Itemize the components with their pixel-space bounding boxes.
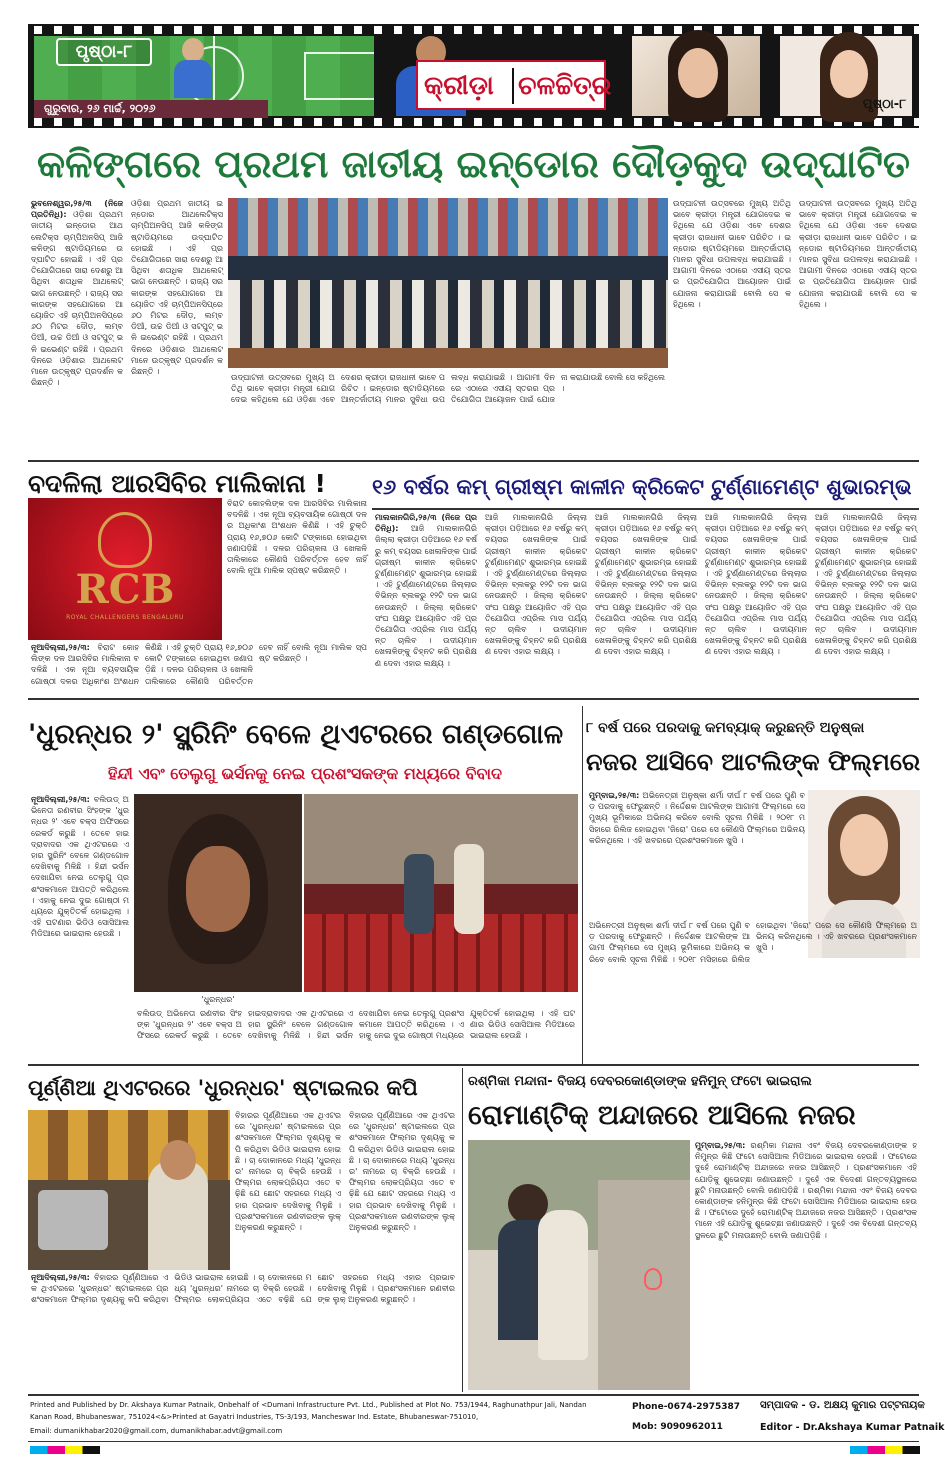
- story6-dateline: ନୂଆଦିଲ୍ଲୀ,୨୫/୩:: [31, 1273, 90, 1282]
- registration-color-bar-right: [850, 1446, 920, 1454]
- story7-photo-couple: [468, 1140, 690, 1390]
- story4-photo-ranveer: [134, 794, 302, 992]
- story6-column-bottom: [28, 1272, 458, 1390]
- story5-headline: ନଜର ଆସିବେ ଆଟଲିଙ୍କ ଫିଲ୍ମରେ: [586, 748, 921, 776]
- story2-body: ବିରାଟ କୋହଲିଙ୍କ ଦଳ ଆରସିବିର ମାଲିକାନା ବଦଳିଛି । ଏକ ନୂଆ ବ୍ୟବସାୟିକ ଗୋଷ୍ଠୀ ଦଳର ଅଧିକାଂଶ ଅଂଶଧନ କିଣିଛି । ଏହି ଚୁକ୍ତି ପ୍ରାୟ ୧୬,୭୦୬ କୋଟି ଟଙ୍କାରେ ହୋଇଥିବା ଜଣାପଡ଼ିଛି । ଦଳର ପରିଚାଳନା ଓ ଖେଳାଳି ତାଲିକାରେ କୌଣସି ପରିବର୍ତ୍ତନ ହେବ ନାହିଁ ବୋଲି ନୂଆ ମାଲିକ ସ୍ପଷ୍ଟ କରିଛନ୍ତି ।: [227, 499, 367, 576]
- divider-vertical-2: [462, 1068, 463, 1392]
- story7-dateline: ମୁମ୍ବାଇ,୨୫/୩:: [695, 1141, 746, 1150]
- story4-body-cont: ବଲିଉଡ୍ ଅଭିନେତା ରଣବୀର ସିଂହଙ୍କ 'ଧୁରନ୍ଧର ୨' ଏବେ ବକ୍ସ ଅଫିସରେ ରେକର୍ଡ କରୁଛି । ତେବେ ହାଇଦ୍ରାବାଦର ଏକ ଥିଏଟରରେ ଏହାର ସ୍କ୍ରିନିଂ ବେଳେ ଗଣ୍ଡଗୋଳ ଦେଖିବାକୁ ମିଳିଛି । ହିନ୍ଦୀ ଭର୍ସନ ଦେଖାଯିବା ନେଇ ତେଲୁଗୁ ପ୍ରଶଂସକମାନେ ଆପତ୍ତି କରିଥିଲେ । ଏହାକୁ ନେଇ ଦୁଇ ଗୋଷ୍ଠୀ ମଧ୍ୟରେ ଯୁକ୍ତିତର୍କ ହୋଇଥିଲା । ଏହି ଘଟଣାର ଭିଡିଓ ସୋସିଆଲ ମିଡିଆରେ ଭାଇରାଲ ହେଉଛି ।: [137, 1009, 575, 1041]
- film-sprockets-top: [28, 26, 919, 34]
- story3-column-5: [812, 512, 920, 696]
- editor-odia: ସମ୍ପାଦକ - ଡ. ଅକ୍ଷୟ କୁମାର ପଟ୍ଟନାୟକ: [760, 1400, 925, 1411]
- footer-imprint: [28, 1394, 945, 1442]
- story4-photo-theatre: [304, 794, 578, 992]
- airbnb-logo-icon: [644, 1268, 662, 1290]
- story4-headline: 'ଧୁରନ୍ଧର ୨' ସ୍କ୍ରିନିଂ ବେଳେ ଥିଏଟରରେ ଗଣ୍ଡଗୋଳ: [28, 719, 564, 750]
- story3-column-1: [372, 512, 480, 696]
- story3-body-2: ଆଜି ମାଲକାନଗିରି ଜିଲ୍ଲା କ୍ରୀଡ଼ା ପଡ଼ିଆରେ ୧୬ ବର୍ଷରୁ କମ୍ ବୟସର ଖେଳାଳିଙ୍କ ପାଇଁ ଗ୍ରୀଷ୍ମ କାଳୀନ କ୍ରିକେଟ ଟୁର୍ଣ୍ଣାମେଣ୍ଟ ଶୁଭାରମ୍ଭ ହୋଇଛି । ଏହି ଟୁର୍ଣ୍ଣାମେଣ୍ଟରେ ଜିଲ୍ଲାର ବିଭିନ୍ନ ବ୍ଲକରୁ ୧୨ଟି ଦଳ ଭାଗ ନେଉଛନ୍ତି । ଜିଲ୍ଲା କ୍ରିକେଟ ସଂଘ ପକ୍ଷରୁ ଆୟୋଜିତ ଏହି ପ୍ରତିଯୋଗିତା ଏପ୍ରିଲ ମାସ ପର୍ଯ୍ୟନ୍ତ ଚାଲିବ । ଉଦୀୟମାନ ଖେଳାଳିଙ୍କୁ ଚିହ୍ନଟ କରି ପ୍ରଶିକ୍ଷଣ ଦେବା ଏହାର ଲକ୍ଷ୍ୟ ।: [485, 513, 587, 657]
- section-film: ଚଳଚ୍ଚିତ୍ର: [518, 71, 612, 101]
- story2-headline: ବଦଳିଲା ଆରସିବିର ମାଲିକାନା !: [28, 469, 326, 498]
- story3-column-2: [482, 512, 590, 696]
- story3-body-3: ଆଜି ମାଲକାନଗିରି ଜିଲ୍ଲା କ୍ରୀଡ଼ା ପଡ଼ିଆରେ ୧୬ ବର୍ଷରୁ କମ୍ ବୟସର ଖେଳାଳିଙ୍କ ପାଇଁ ଗ୍ରୀଷ୍ମ କାଳୀନ କ୍ରିକେଟ ଟୁର୍ଣ୍ଣାମେଣ୍ଟ ଶୁଭାରମ୍ଭ ହୋଇଛି । ଏହି ଟୁର୍ଣ୍ଣାମେଣ୍ଟରେ ଜିଲ୍ଲାର ବିଭିନ୍ନ ବ୍ଲକରୁ ୧୨ଟି ଦଳ ଭାଗ ନେଉଛନ୍ତି । ଜିଲ୍ଲା କ୍ରିକେଟ ସଂଘ ପକ୍ଷରୁ ଆୟୋଜିତ ଏହି ପ୍ରତିଯୋଗିତା ଏପ୍ରିଲ ମାସ ପର୍ଯ୍ୟନ୍ତ ଚାଲିବ । ଉଦୀୟମାନ ଖେଳାଳିଙ୍କୁ ଚିହ୍ନଟ କରି ପ୍ରଶିକ୍ଷଣ ଦେବା ଏହାର ଲକ୍ଷ୍ୟ ।: [595, 513, 697, 657]
- masthead-banner: [28, 24, 919, 128]
- story1-body-left: ଓଡ଼ିଶା ପ୍ରଥମ ଜାତୀୟ ଇନ୍‌ଡୋର ଆଥଲେଟିକ୍ସ ଚାମ୍ପିଅନସିପ୍ ଆଜି କଳିଙ୍ଗ ଷ୍ଟାଡିୟମରେ ଉଦ୍‌ଘାଟିତ ହୋଇଛି । ଏହି ପ୍ରତିଯୋଗିତାରେ ସାରା ଦେଶରୁ ଆସିଥିବା ଶତାଧିକ ଆଥଲେଟ୍ ଭାଗ ନେଉଛନ୍ତି । ରାଜ୍ୟ ସରକାରଙ୍କ ସହଯୋଗରେ ଆୟୋଜିତ ଏହି ଚାମ୍ପିଅନସିପ୍‌ରେ ୬୦ ମିଟର ଦୌଡ଼, ଲମ୍ବ ଡିଆଁ, ଉଚ୍ଚ ଡିଆଁ ଓ ସଟପୁଟ୍ ଭଳି ଇଭେଣ୍ଟ ରହିଛି । ପ୍ରଥମ ଦିନରେ ଓଡ଼ିଶାର ଆଥଲେଟମାନେ ଉତ୍କୃଷ୍ଟ ପ୍ରଦର୍ଶନ କରିଛନ୍ତି ।: [31, 210, 123, 388]
- date-bar: ଗୁରୁବାର, ୨୬ ମାର୍ଚ୍ଚ, ୨୦୨୬: [34, 100, 268, 118]
- rcb-logo-subtext: ROYAL CHALLENGERS BENGALURU: [66, 614, 184, 621]
- section-title-box: [416, 60, 612, 110]
- story3-headline: ୧୬ ବର୍ଷର କମ୍ ଗ୍ରୀଷ୍ମ କାଳୀନ କ୍ରିକେଟ ଟୁର୍ଣ୍ଣାମେଣ୍ଟ ଶୁଭାରମ୍ଭ: [372, 475, 912, 499]
- story6-photo-teastall: [28, 1110, 230, 1270]
- story3-column-4: [702, 512, 810, 696]
- story1-column-bottom: [228, 372, 668, 458]
- story5-dateline: ମୁମ୍ବାଇ,୨୫/୩:: [589, 791, 640, 800]
- story4-dateline: ନୂଆଦିଲ୍ଲୀ,୨୫/୩:: [31, 795, 90, 804]
- story6-body-2: ବିହାରର ପୂର୍ଣ୍ଣିଆରେ ଏକ ଥିଏଟରରେ 'ଧୁରନ୍ଧର' ଷ୍ଟାଇଲରେ ପ୍ରଶଂସକମାନେ ଫିଲ୍ମର ଦୃଶ୍ୟକୁ କପି କରିଥିବା ଭିଡିଓ ଭାଇରାଲ ହୋଇଛି । ଚା ଦୋକାନରେ ମଧ୍ୟ 'ଧୁରନ୍ଧର' ନାମରେ ଚା ବିକ୍ରି ହେଉଛି । ଫିଲ୍ମର ଲୋକପ୍ରିୟତା ଏତେ ବଢ଼ିଛି ଯେ ଛୋଟ ସହରରେ ମଧ୍ୟ ଏହାର ପ୍ରଭାବ ଦେଖିବାକୁ ମିଳୁଛି । ପ୍ରଶଂସକମାନେ ରଣବୀରଙ୍କ ଲୁକ୍ ଅନୁକରଣ କରୁଛନ୍ତି ।: [349, 1111, 455, 1233]
- story7-body: ରଶ୍ମିକା ମନ୍ଦାନା ଏବଂ ବିଜୟ ଦେବରକୋଣ୍ଡାଙ୍କ ହନିମୁନ୍‌ର କିଛି ଫଟୋ ସୋସିଆଲ ମିଡିଆରେ ଭାଇରାଲ ହେଉଛି । ଫଟୋରେ ଦୁହେଁ ରୋମାଣ୍ଟିକ୍ ଅନ୍ଦାଜରେ ନଜର ଆସିଛନ୍ତି । ପ୍ରଶଂସକମାନେ ଏହି ଯୋଡ଼ିକୁ ଶୁଭେଚ୍ଛା ଜଣାଉଛନ୍ତି । ଦୁହେଁ ଏକ ବିଦେଶୀ ଗନ୍ତବ୍ୟସ୍ଥଳରେ ଛୁଟି ମନାଉଛନ୍ତି ବୋଲି ଜଣାପଡ଼ିଛି ।: [695, 1141, 918, 1195]
- story1-photo-ceremony: [228, 198, 668, 368]
- story3-body: ଆଜି ମାଲକାନଗିରି ଜିଲ୍ଲା କ୍ରୀଡ଼ା ପଡ଼ିଆରେ ୧୬ ବର୍ଷରୁ କମ୍ ବୟସର ଖେଳାଳିଙ୍କ ପାଇଁ ଗ୍ରୀଷ୍ମ କାଳୀନ କ୍ରିକେଟ ଟୁର୍ଣ୍ଣାମେଣ୍ଟ ଶୁଭାରମ୍ଭ ହୋଇଛି । ଏହି ଟୁର୍ଣ୍ଣାମେଣ୍ଟରେ ଜିଲ୍ଲାର ବିଭିନ୍ନ ବ୍ଲକରୁ ୧୨ଟି ଦଳ ଭାଗ ନେଉଛନ୍ତି । ଜିଲ୍ଲା କ୍ରିକେଟ ସଂଘ ପକ୍ଷରୁ ଆୟୋଜିତ ଏହି ପ୍ରତିଯୋଗିତା ଏପ୍ରିଲ ମାସ ପର୍ଯ୍ୟନ୍ତ ଚାଲିବ । ଉଦୀୟମାନ ଖେଳାଳିଙ୍କୁ ଚିହ୍ନଟ କରି ପ୍ରଶିକ୍ଷଣ ଦେବା ଏହାର ଲକ୍ଷ୍ୟ ।: [375, 524, 477, 668]
- story7-column-1: [692, 1140, 920, 1390]
- story3-column-3: [592, 512, 700, 696]
- imprint-email: Email: dumanikhabar2020@gmail.com, dumanikhabar.advt@gmail.com: [30, 1427, 283, 1435]
- story1-column-right-1: [670, 198, 794, 458]
- story1-column-right-2: [796, 198, 920, 458]
- story4-column-bottom: [134, 1008, 578, 1064]
- story1-body-left-cont: ଓଡ଼ିଶା ପ୍ରଥମ ଜାତୀୟ ଇନ୍‌ଡୋର ଆଥଲେଟିକ୍ସ ଚାମ୍ପିଅନସିପ୍ ଆଜି କଳିଙ୍ଗ ଷ୍ଟାଡିୟମରେ ଉଦ୍‌ଘାଟିତ ହୋଇଛି । ଏହି ପ୍ରତିଯୋଗିତାରେ ସାରା ଦେଶରୁ ଆସିଥିବା ଶତାଧିକ ଆଥଲେଟ୍ ଭାଗ ନେଉଛନ୍ତି । ରାଜ୍ୟ ସରକାରଙ୍କ ସହଯୋଗରେ ଆୟୋଜିତ ଏହି ଚାମ୍ପିଅନସିପ୍‌ରେ ୬୦ ମିଟର ଦୌଡ଼, ଲମ୍ବ ଡିଆଁ, ଉଚ୍ଚ ଡିଆଁ ଓ ସଟପୁଟ୍ ଭଳି ଇଭେଣ୍ଟ ରହିଛି । ପ୍ରଥମ ଦିନରେ ଓଡ଼ିଶାର ଆଥଲେଟମାନେ ଉତ୍କୃଷ୍ଟ ପ୍ରଦର୍ଶନ କରିଛନ୍ତି ।: [131, 199, 223, 377]
- story5-body-cont: ଅଭିନେତ୍ରୀ ଅନୁଷ୍କା ଶର୍ମା ଦୀର୍ଘ ୮ ବର୍ଷ ପରେ ପୁଣି ବଡ଼ ପରଦାକୁ ଫେରୁଛନ୍ତି । ନିର୍ଦ୍ଦେଶକ ଆଟଲିଙ୍କ ଆଗାମୀ ଫିଲ୍ମରେ ସେ ମୁଖ୍ୟ ଭୂମିକାରେ ଅଭିନୟ କରିବେ ବୋଲି ସୂଚନା ମିଳିଛି । ୨୦୧୮ ମସିହାରେ ରିଲିଜ ହୋଇଥିବା 'ଜିରୋ' ପରେ ସେ କୌଣସି ଫିଲ୍ମରେ ଅଭିନୟ କରିନଥିଲେ । ଏହି ଖବରରେ ପ୍ରଶଂସକମାନେ ଖୁସି ।: [589, 921, 917, 964]
- film-sprockets-bottom: [28, 118, 919, 126]
- phone: Phone-0674-2975387: [632, 1402, 741, 1412]
- editor-english: Editor - Dr.Akshaya Kumar Patnaik: [760, 1422, 945, 1433]
- lion-crest-icon: [98, 512, 152, 568]
- divider-3: [28, 1064, 919, 1066]
- story3-body-5: ଆଜି ମାଲକାନଗିରି ଜିଲ୍ଲା କ୍ରୀଡ଼ା ପଡ଼ିଆରେ ୧୬ ବର୍ଷରୁ କମ୍ ବୟସର ଖେଳାଳିଙ୍କ ପାଇଁ ଗ୍ରୀଷ୍ମ କାଳୀନ କ୍ରିକେଟ ଟୁର୍ଣ୍ଣାମେଣ୍ଟ ଶୁଭାରମ୍ଭ ହୋଇଛି । ଏହି ଟୁର୍ଣ୍ଣାମେଣ୍ଟରେ ଜିଲ୍ଲାର ବିଭିନ୍ନ ବ୍ଲକରୁ ୧୨ଟି ଦଳ ଭାଗ ନେଉଛନ୍ତି । ଜିଲ୍ଲା କ୍ରିକେଟ ସଂଘ ପକ୍ଷରୁ ଆୟୋଜିତ ଏହି ପ୍ରତିଯୋଗିତା ଏପ୍ରିଲ ମାସ ପର୍ଯ୍ୟନ୍ତ ଚାଲିବ । ଉଦୀୟମାନ ଖେଳାଳିଙ୍କୁ ଚିହ୍ନଟ କରି ପ୍ରଶିକ୍ଷଣ ଦେବା ଏହାର ଲକ୍ଷ୍ୟ ।: [815, 513, 917, 657]
- story6-column-2: [346, 1110, 458, 1270]
- divider-2: [28, 698, 919, 700]
- player-photo-left: [168, 38, 218, 98]
- rcb-logo-image: [28, 498, 222, 640]
- story5-column-bottom: [586, 920, 920, 1064]
- mobile: Mob: 9090962011: [632, 1422, 723, 1432]
- story4-photo-caption: 'ଧୁରନ୍ଧର': [201, 995, 235, 1004]
- rcb-logo-text: RCB: [75, 566, 175, 613]
- story1-body-right: ଉଦ୍‌ଘାଟନୀ ଉତ୍ସବରେ ମୁଖ୍ୟ ଅତିଥି ଭାବେ କ୍ରୀଡ଼ା ମନ୍ତ୍ରୀ ଯୋଗଦେଇ କହିଥିଲେ ଯେ ଓଡ଼ିଶା ଏବେ ଦେଶର କ୍ରୀଡ଼ା ରାଜଧାନୀ ଭାବେ ପରିଚିତ । ଇନ୍‌ଡୋର ଷ୍ଟାଡିୟମରେ ଆନ୍ତର୍ଜାତୀୟ ମାନର ସୁବିଧା ଉପଲବ୍ଧ କରାଯାଇଛି । ଆଗାମୀ ଦିନରେ ଏଠାରେ ଏସୀୟ ସ୍ତରର ପ୍ରତିଯୋଗିତା ଆୟୋଜନ ପାଇଁ ଯୋଜନା କରାଯାଉଛି ବୋଲି ସେ କହିଥିଲେ ।: [673, 199, 791, 309]
- actress-photo-frame-1: [632, 36, 760, 116]
- story6-column-1: [232, 1110, 344, 1270]
- page-label: ପୃଷ୍ଠା-୮: [56, 38, 152, 66]
- story6-body: ବିହାରର ପୂର୍ଣ୍ଣିଆରେ ଏକ ଥିଏଟରରେ 'ଧୁରନ୍ଧର' ଷ୍ଟାଇଲରେ ପ୍ରଶଂସକମାନେ ଫିଲ୍ମର ଦୃଶ୍ୟକୁ କପି କରିଥିବା ଭିଡିଓ ଭାଇରାଲ ହୋଇଛି । ଚା ଦୋକାନରେ ମଧ୍ୟ 'ଧୁରନ୍ଧର' ନାମରେ ଚା ବିକ୍ରି ହେଉଛି । ଫିଲ୍ମର ଲୋକପ୍ରିୟତା ଏତେ ବଢ଼ିଛି ଯେ ଛୋଟ ସହରରେ ମଧ୍ୟ ଏହାର ପ୍ରଭାବ ଦେଖିବାକୁ ମିଳୁଛି । ପ୍ରଶଂସକମାନେ ରଣବୀରଙ୍କ ଲୁକ୍ ଅନୁକରଣ କରୁଛନ୍ତି ।: [235, 1111, 341, 1233]
- story3-headline-box: [372, 464, 919, 510]
- story2-dateline: ନୂଆଦିଲ୍ଲୀ,୨୫/୩:: [31, 643, 90, 652]
- section-sports: କ୍ରୀଡ଼ା: [424, 71, 494, 101]
- page-label-right: ପୃଷ୍ଠା-୮: [862, 97, 906, 112]
- story4-column-1: [28, 794, 132, 1064]
- story2-column-bottom: [28, 642, 370, 696]
- story1-column-2: [128, 198, 226, 377]
- story3-dateline: ମାଲକାନଗିରି,୨୫/୩ (ନିଜେ ପ୍ରତିନିଧି):: [375, 513, 477, 534]
- story1-body-bottom: ଉଦ୍‌ଘାଟନୀ ଉତ୍ସବରେ ମୁଖ୍ୟ ଅତିଥି ଭାବେ କ୍ରୀଡ଼ା ମନ୍ତ୍ରୀ ଯୋଗଦେଇ କହିଥିଲେ ଯେ ଓଡ଼ିଶା ଏବେ ଦେଶର କ୍ରୀଡ଼ା ରାଜଧାନୀ ଭାବେ ପରିଚିତ । ଇନ୍‌ଡୋର ଷ୍ଟାଡିୟମରେ ଆନ୍ତର୍ଜାତୀୟ ମାନର ସୁବିଧା ଉପଲବ୍ଧ କରାଯାଇଛି । ଆଗାମୀ ଦିନରେ ଏଠାରେ ଏସୀୟ ସ୍ତରର ପ୍ରତିଯୋଗିତା ଆୟୋଜନ ପାଇଁ ଯୋଜନା କରାଯାଉଛି ବୋଲି ସେ କହିଥିଲେ ।: [231, 373, 665, 405]
- imprint-line-1: Printed and Published by Dr. Akshaya Kumar Patnaik, Onbehalf of <Dumani Infrastructure Pvt. Ltd., Published at Plot No. 753/1944, Raghunathpur Jali, Nandan: [30, 1401, 587, 1409]
- divider-1: [28, 460, 919, 462]
- story5-column-1: [586, 790, 808, 918]
- story1-column-1: [28, 198, 126, 458]
- imprint-line-2: Kanan Road, Bhubaneswar, 751024<&>Printed at Gayatri Industries, TS-3/193, Mancheswar Ind. Estate, Bhubaneswar-751010,: [30, 1413, 479, 1421]
- registration-color-bar-left: [30, 1446, 100, 1454]
- divider-vertical-1: [582, 706, 583, 1064]
- story4-body: ବଲିଉଡ୍ ଅଭିନେତା ରଣବୀର ସିଂହଙ୍କ 'ଧୁରନ୍ଧର ୨' ଏବେ ବକ୍ସ ଅଫିସରେ ରେକର୍ଡ କରୁଛି । ତେବେ ହାଇଦ୍ରାବାଦର ଏକ ଥିଏଟରରେ ଏହାର ସ୍କ୍ରିନିଂ ବେଳେ ଗଣ୍ଡଗୋଳ ଦେଖିବାକୁ ମିଳିଛି । ହିନ୍ଦୀ ଭର୍ସନ ଦେଖାଯିବା ନେଇ ତେଲୁଗୁ ପ୍ରଶଂସକମାନେ ଆପତ୍ତି କରିଥିଲେ । ଏହାକୁ ନେଇ ଦୁଇ ଗୋଷ୍ଠୀ ମଧ୍ୟରେ ଯୁକ୍ତିତର୍କ ହୋଇଥିଲା । ଏହି ଘଟଣାର ଭିଡିଓ ସୋସିଆଲ ମିଡିଆରେ ଭାଇରାଲ ହେଉଛି ।: [31, 795, 129, 939]
- section-divider: [512, 68, 514, 104]
- story2-column-1: [224, 498, 370, 640]
- story1-body-right-cont: ଉଦ୍‌ଘାଟନୀ ଉତ୍ସବରେ ମୁଖ୍ୟ ଅତିଥି ଭାବେ କ୍ରୀଡ଼ା ମନ୍ତ୍ରୀ ଯୋଗଦେଇ କହିଥିଲେ ଯେ ଓଡ଼ିଶା ଏବେ ଦେଶର କ୍ରୀଡ଼ା ରାଜଧାନୀ ଭାବେ ପରିଚିତ । ଇନ୍‌ଡୋର ଷ୍ଟାଡିୟମରେ ଆନ୍ତର୍ଜାତୀୟ ମାନର ସୁବିଧା ଉପଲବ୍ଧ କରାଯାଇଛି । ଆଗାମୀ ଦିନରେ ଏଠାରେ ଏସୀୟ ସ୍ତରର ପ୍ରତିଯୋଗିତା ଆୟୋଜନ ପାଇଁ ଯୋଜନା କରାଯାଉଛି ବୋଲି ସେ କହିଥିଲେ ।: [799, 199, 917, 309]
- story7-body-cont: ରଶ୍ମିକା ମନ୍ଦାନା ଏବଂ ବିଜୟ ଦେବରକୋଣ୍ଡାଙ୍କ ହନିମୁନ୍‌ର କିଛି ଫଟୋ ସୋସିଆଲ ମିଡିଆରେ ଭାଇରାଲ ହେଉଛି । ଫଟୋରେ ଦୁହେଁ ରୋମାଣ୍ଟିକ୍ ଅନ୍ଦାଜରେ ନଜର ଆସିଛନ୍ତି । ପ୍ରଶଂସକମାନେ ଏହି ଯୋଡ଼ିକୁ ଶୁଭେଚ୍ଛା ଜଣାଉଛନ୍ତି । ଦୁହେଁ ଏକ ବିଦେଶୀ ଗନ୍ତବ୍ୟସ୍ଥଳରେ ଛୁଟି ମନାଉଛନ୍ତି ବୋଲି ଜଣାପଡ଼ିଛି ।: [695, 1185, 917, 1240]
- story6-body-cont: ବିହାରର ପୂର୍ଣ୍ଣିଆରେ ଏକ ଥିଏଟରରେ 'ଧୁରନ୍ଧର' ଷ୍ଟାଇଲରେ ପ୍ରଶଂସକମାନେ ଫିଲ୍ମର ଦୃଶ୍ୟକୁ କପି କରିଥିବା ଭିଡିଓ ଭାଇରାଲ ହୋଇଛି । ଚା ଦୋକାନରେ ମଧ୍ୟ 'ଧୁରନ୍ଧର' ନାମରେ ଚା ବିକ୍ରି ହେଉଛି । ଫିଲ୍ମର ଲୋକପ୍ରିୟତା ଏତେ ବଢ଼ିଛି ଯେ ଛୋଟ ସହରରେ ମଧ୍ୟ ଏହାର ପ୍ରଭାବ ଦେଖିବାକୁ ମିଳୁଛି । ପ୍ରଶଂସକମାନେ ରଣବୀରଙ୍କ ଲୁକ୍ ଅନୁକରଣ କରୁଛନ୍ତି ।: [31, 1273, 455, 1305]
- story3-body-4: ଆଜି ମାଲକାନଗିରି ଜିଲ୍ଲା କ୍ରୀଡ଼ା ପଡ଼ିଆରେ ୧୬ ବର୍ଷରୁ କମ୍ ବୟସର ଖେଳାଳିଙ୍କ ପାଇଁ ଗ୍ରୀଷ୍ମ କାଳୀନ କ୍ରିକେଟ ଟୁର୍ଣ୍ଣାମେଣ୍ଟ ଶୁଭାରମ୍ଭ ହୋଇଛି । ଏହି ଟୁର୍ଣ୍ଣାମେଣ୍ଟରେ ଜିଲ୍ଲାର ବିଭିନ୍ନ ବ୍ଲକରୁ ୧୨ଟି ଦଳ ଭାଗ ନେଉଛନ୍ତି । ଜିଲ୍ଲା କ୍ରିକେଟ ସଂଘ ପକ୍ଷରୁ ଆୟୋଜିତ ଏହି ପ୍ରତିଯୋଗିତା ଏପ୍ରିଲ ମାସ ପର୍ଯ୍ୟନ୍ତ ଚାଲିବ । ଉଦୀୟମାନ ଖେଳାଳିଙ୍କୁ ଚିହ୍ନଟ କରି ପ୍ରଶିକ୍ଷଣ ଦେବା ଏହାର ଲକ୍ଷ୍ୟ ।: [705, 513, 807, 657]
- story7-headline: ରୋମାଣ୍ଟିକ୍ ଅନ୍ଦାଜରେ ଆସିଲେ ନଜର: [468, 1100, 856, 1131]
- story7-kicker: ରଶ୍ମିକା ମନ୍ଦାନା- ବିଜୟ ଦେବରକୋଣ୍ଡାଙ୍କ ହନିମୁନ୍ ଫଟୋ ଭାଇରାଲ: [468, 1074, 812, 1089]
- story6-headline: ପୂର୍ଣ୍ଣିଆ ଥିଏଟରରେ 'ଧୁରନ୍ଧର' ଷ୍ଟାଇଲର କପି: [28, 1076, 418, 1100]
- story4-subheadline: ହିନ୍ଦୀ ଏବଂ ତେଲୁଗୁ ଭର୍ସନକୁ ନେଇ ପ୍ରଶଂସକଙ୍କ ମଧ୍ୟରେ ବିବାଦ: [107, 764, 503, 783]
- story2-body-cont: ବିରାଟ କୋହଲିଙ୍କ ଦଳ ଆରସିବିର ମାଲିକାନା ବଦଳିଛି । ଏକ ନୂଆ ବ୍ୟବସାୟିକ ଗୋଷ୍ଠୀ ଦଳର ଅଧିକାଂଶ ଅଂଶଧନ କିଣିଛି । ଏହି ଚୁକ୍ତି ପ୍ରାୟ ୧୬,୭୦୬ କୋଟି ଟଙ୍କାରେ ହୋଇଥିବା ଜଣାପଡ଼ିଛି । ଦଳର ପରିଚାଳନା ଓ ଖେଳାଳି ତାଲିକାରେ କୌଣସି ପରିବର୍ତ୍ତନ ହେବ ନାହିଁ ବୋଲି ନୂଆ ମାଲିକ ସ୍ପଷ୍ଟ କରିଛନ୍ତି ।: [31, 643, 367, 686]
- story1-dateline: ଭୁବନେଶ୍ୱର,୨୫/୩ (ନିଜେ ପ୍ରତିନିଧି):: [31, 199, 123, 220]
- story5-kicker: ୮ ବର୍ଷ ପରେ ପରଦାକୁ କମବ୍ୟାକ୍ କରୁଛନ୍ତି ଅନୁଷ୍କା: [586, 720, 865, 736]
- story5-body: ଅଭିନେତ୍ରୀ ଅନୁଷ୍କା ଶର୍ମା ଦୀର୍ଘ ୮ ବର୍ଷ ପରେ ପୁଣି ବଡ଼ ପରଦାକୁ ଫେରୁଛନ୍ତି । ନିର୍ଦ୍ଦେଶକ ଆଟଲିଙ୍କ ଆଗାମୀ ଫିଲ୍ମରେ ସେ ମୁଖ୍ୟ ଭୂମିକାରେ ଅଭିନୟ କରିବେ ବୋଲି ସୂଚନା ମିଳିଛି । ୨୦୧୮ ମସିହାରେ ରିଲିଜ ହୋଇଥିବା 'ଜିରୋ' ପରେ ସେ କୌଣସି ଫିଲ୍ମରେ ଅଭିନୟ କରିନଥିଲେ । ଏହି ଖବରରେ ପ୍ରଶଂସକମାନେ ଖୁସି ।: [589, 791, 806, 845]
- actress-photo-frame-2: [780, 36, 912, 116]
- story1-headline: କଳିଙ୍ଗରେ ପ୍ରଥମ ଜାତୀୟ ଇନ୍‌ଡୋର ଦୌଡ଼କୁଦ ଉଦ୍‌ଘାଟିତ: [37, 142, 910, 186]
